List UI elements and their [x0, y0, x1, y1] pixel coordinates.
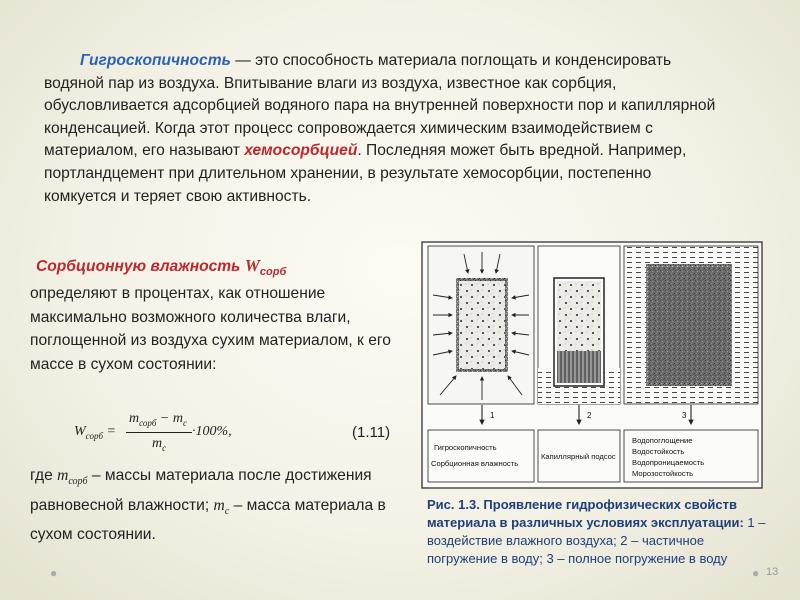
bullet-dot-left: ●	[50, 566, 58, 580]
formula-numerator	[129, 411, 187, 428]
bullet-dot-right: ●	[752, 566, 760, 580]
figure-1-3	[420, 240, 770, 490]
intro-text-1: — это способность материала поглощать и конденсировать водяной пар из воздуха. Впитывание влаги из воздуха, известное как сорбция, обусловливается адсорбцией водяного пара на внутренней поверхности пор и капиллярной конденсацией. Когда этот процесс сопровождается химическим взаимодействием с материалом, его называют	[44, 52, 716, 160]
sorption-symbol-sub: сорб	[259, 266, 287, 279]
figure-caption	[427, 496, 772, 568]
caption-title: Рис. 1.3. Проявление гидрофизических свойств материала в различных условиях эксплуатации:	[427, 497, 744, 530]
formula-num-b-sub: c	[183, 417, 187, 428]
panel-number-2: 2	[587, 411, 592, 420]
formula-num-a-sub: сорб	[139, 417, 157, 428]
formula-den-sub: c	[162, 442, 167, 453]
panel-partial-immersion	[538, 246, 620, 404]
panel-humid-air	[428, 246, 534, 404]
label-sorption-humidity: Сорбционная влажность	[431, 459, 519, 468]
where-lead: где	[30, 467, 58, 484]
where-m1: m	[57, 467, 69, 484]
where-text-1: – массы материала после достижения равновесной влажности;	[30, 467, 372, 514]
formula-eq: =	[102, 424, 116, 439]
sorption-description: определяют в процентах, как отношение максимально возможного количества влаги, поглощенной из воздуха сухим материалом, к его массе в сухом состоянии:	[30, 285, 391, 373]
where-paragraph	[30, 464, 415, 547]
caption-text: 1 – воздействие влажного воздуха; 2 – частичное погружение в воду; 3 – полное погружение в воду	[427, 515, 766, 566]
labels-box-1	[428, 430, 534, 482]
label-water-resistance: Водостойкость	[632, 447, 685, 456]
label-water-absorption: Водопоглощение	[632, 436, 693, 445]
page-number: 13	[766, 566, 779, 578]
formula-num-b: m	[172, 411, 183, 426]
sorption-heading-text: Сорбционную влажность	[36, 258, 245, 275]
formula-tail: ·100%,	[192, 424, 232, 439]
intro-text-2: . Последняя может быть вредной. Например, портландцемент при длительном хранении, в результате хемосорбции, постепенно комкуется и теряет свою активность.	[44, 142, 687, 205]
sorption-heading	[36, 256, 286, 278]
panel-full-immersion	[624, 246, 758, 404]
label-frost-resistance: Морозостойкость	[632, 469, 694, 478]
formula-fraction-bar	[126, 432, 192, 433]
formula-1-11	[74, 408, 274, 458]
formula-minus: −	[156, 411, 173, 426]
label-hygroscopicity: Гигроскопичность	[434, 443, 497, 452]
term-chemisorption: хемосорбцией	[244, 142, 358, 160]
intro-paragraph	[44, 50, 716, 208]
where-m1-sub: сорб	[68, 476, 88, 488]
where-text-2: – масса материала в сухом состоянии.	[30, 496, 386, 544]
panel-number-1: 1	[490, 411, 495, 420]
formula-lhs	[74, 424, 116, 441]
formula-denominator	[152, 436, 166, 453]
where-m2: m	[213, 496, 225, 514]
sorption-symbol: W	[244, 256, 260, 275]
formula-num-a: m	[129, 411, 140, 426]
term-hygroscopicity: Гигроскопичность	[80, 52, 231, 69]
equation-number: (1.11)	[352, 424, 391, 441]
formula-lhs-w: W	[74, 424, 86, 439]
label-water-permeability: Водопроницаемость	[632, 458, 705, 467]
label-capillary-rise: Капиллярный подсос	[541, 452, 616, 461]
formula-lhs-sub: сорб	[85, 430, 103, 441]
formula-den-m: m	[152, 436, 163, 451]
where-m2-sub: c	[224, 505, 230, 517]
panel-number-3: 3	[682, 411, 687, 420]
